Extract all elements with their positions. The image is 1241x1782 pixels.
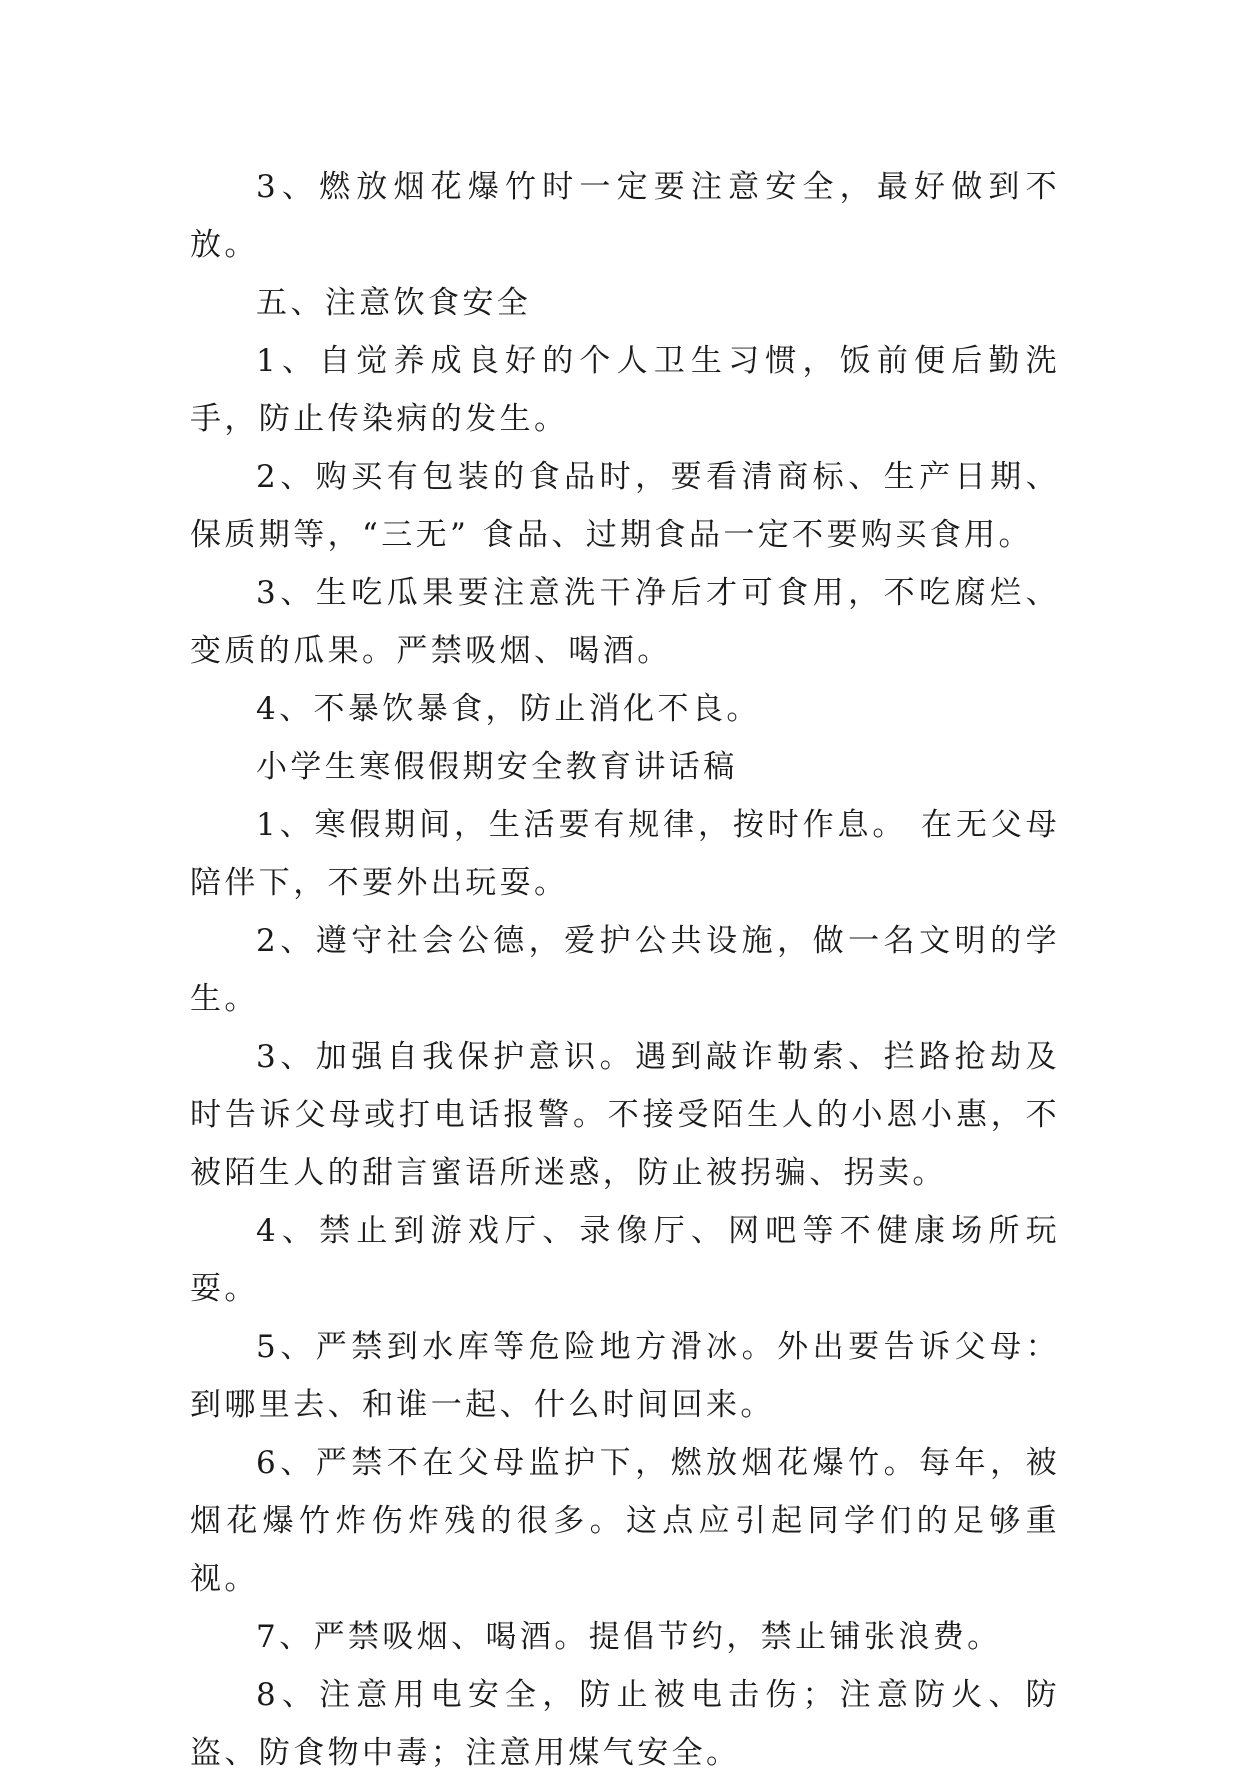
paragraph-fireworks-safety: 3、燃放烟花爆竹时一定要注意安全，最好做到不放。 (190, 169, 1060, 263)
paragraph-fruit: 3、生吃瓜果要注意洗干净后才可食用，不吃腐烂、变质的瓜果。严禁吸烟、喝酒。 (190, 575, 1060, 669)
paragraph-public-ethics: 2、遵守社会公德，爱护公共设施，做一名文明的学生。 (190, 923, 1060, 1017)
paragraph-packaged-food: 2、购买有包装的食品时，要看清商标、生产日期、保质期等，“三无” 食品、过期食品一定不要购买食用。 (190, 459, 1060, 553)
paragraph-self-protection: 3、加强自我保护意识。遇到敲诈勒索、拦路抢劫及时告诉父母或打电话报警。不接受陌生人的小恩小惠，不被陌生人的甜言蜜语所迷惑，防止被拐骗、拐卖。 (190, 1039, 1060, 1191)
paragraph-no-smoking: 7、严禁吸烟、喝酒。提倡节约，禁止铺张浪费。 (256, 1619, 1002, 1655)
paragraph-overeating: 4、不暴饮暴食，防止消化不良。 (256, 691, 761, 727)
section-heading-speech-title: 小学生寒假假期安全教育讲话稿 (256, 749, 738, 785)
section-heading-food-safety: 五、注意饮食安全 (256, 285, 532, 321)
paragraph-routine: 1、寒假期间，生活要有规律，按时作息。 在无父母陪伴下，不要外出玩耍。 (190, 807, 1060, 901)
paragraph-hygiene: 1、自觉养成良好的个人卫生习惯，饭前便后勤洗手，防止传染病的发生。 (190, 343, 1060, 437)
paragraph-unhealthy-venues: 4、禁止到游戏厅、录像厅、网吧等不健康场所玩耍。 (190, 1213, 1060, 1307)
paragraph-electricity-safety: 8、注意用电安全，防止被电击伤；注意防火、防盗、防食物中毒；注意用煤气安全。 (190, 1677, 1060, 1771)
paragraph-skating: 5、严禁到水库等危险地方滑冰。外出要告诉父母：到哪里去、和谁一起、什么时间回来。 (190, 1329, 1060, 1423)
paragraph-fireworks-supervision: 6、严禁不在父母监护下，燃放烟花爆竹。每年，被烟花爆竹炸伤炸残的很多。这点应引起同学们的足够重视。 (190, 1445, 1060, 1597)
document-body (190, 158, 1060, 1782)
